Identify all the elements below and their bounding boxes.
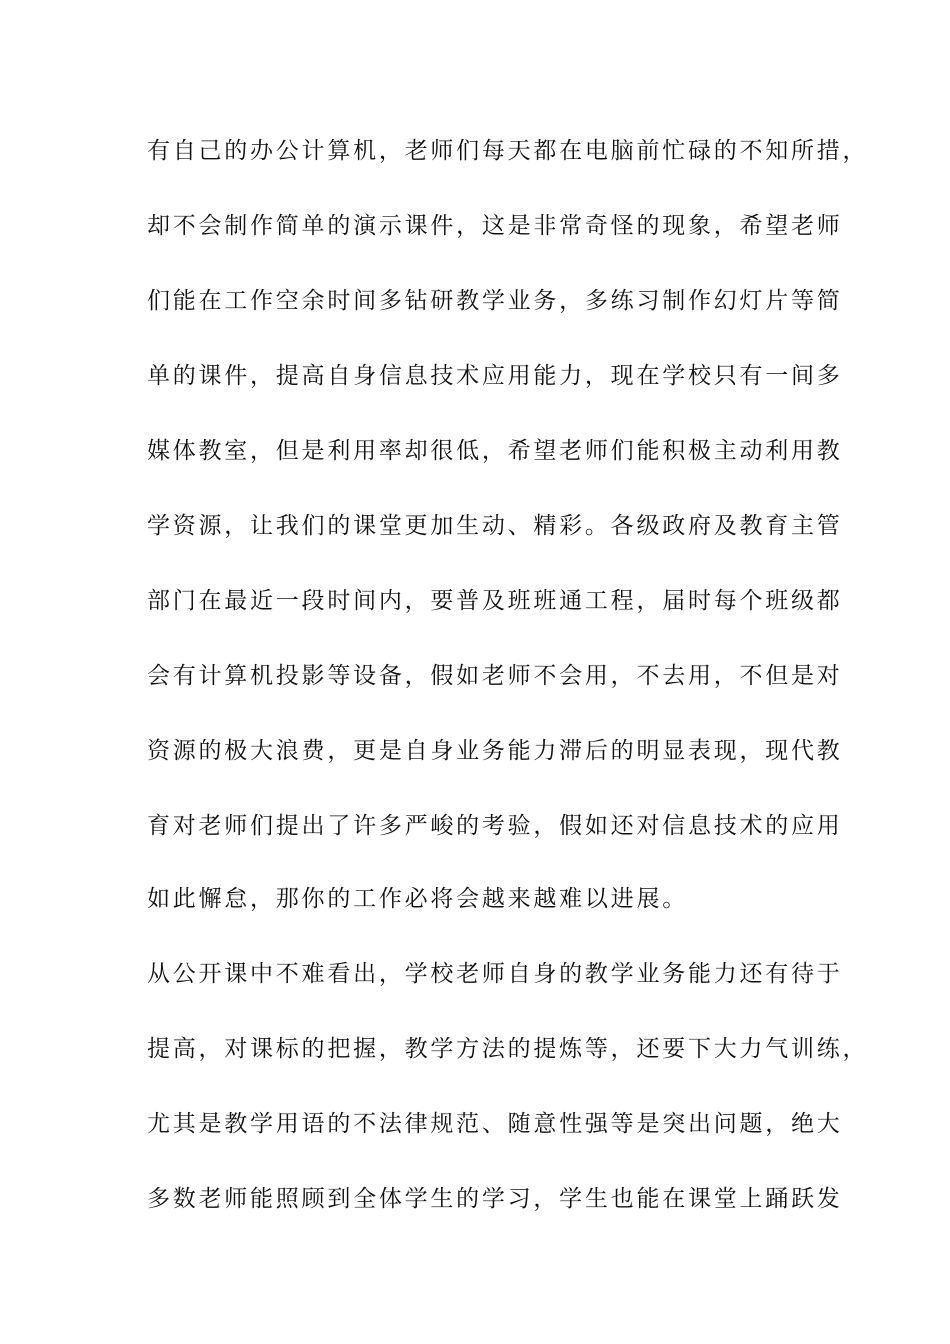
text-line: 却不会制作简单的演示课件，这是非常奇怪的现象，希望老师 bbox=[147, 213, 843, 239]
text-line: 资源的极大浪费，更是自身业务能力滞后的明显表现，现代教 bbox=[147, 738, 843, 764]
text-line: 多数老师能照顾到全体学生的学习，学生也能在课堂上踊跃发 bbox=[147, 1186, 843, 1212]
text-line: 从公开课中不难看出，学校老师自身的教学业务能力还有待于 bbox=[147, 961, 843, 987]
text-line: 育对老师们提出了许多严峻的考验，假如还对信息技术的应用 bbox=[147, 813, 843, 839]
text-line: 媒体教室，但是利用率却很低，希望老师们能积极主动利用教 bbox=[147, 438, 843, 464]
text-line: 部门在最近一段时间内，要普及班班通工程，届时每个班级都 bbox=[147, 588, 843, 614]
text-line: 提高，对课标的把握，教学方法的提炼等，还要下大力气训练， bbox=[147, 1036, 869, 1062]
text-line: 学资源，让我们的课堂更加生动、精彩。各级政府及教育主管 bbox=[147, 513, 843, 539]
text-line: 单的课件，提高自身信息技术应用能力，现在学校只有一间多 bbox=[147, 363, 843, 389]
text-line: 尤其是教学用语的不法律规范、随意性强等是突出问题，绝大 bbox=[147, 1111, 843, 1137]
text-line: 会有计算机投影等设备，假如老师不会用，不去用，不但是对 bbox=[147, 663, 843, 689]
text-line: 们能在工作空余时间多钻研教学业务，多练习制作幻灯片等简 bbox=[147, 288, 843, 314]
text-line: 如此懈怠，那你的工作必将会越来越难以进展。 bbox=[147, 886, 688, 912]
text-line: 有自己的办公计算机，老师们每天都在电脑前忙碌的不知所措， bbox=[147, 138, 869, 164]
